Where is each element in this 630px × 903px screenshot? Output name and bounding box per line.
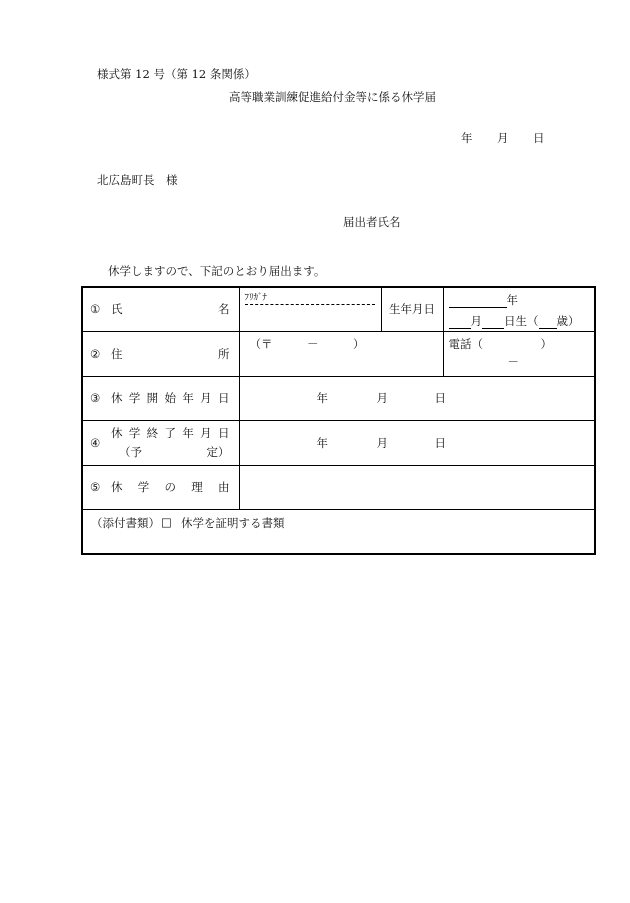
label-address — [82, 331, 239, 376]
postal-code: （〒 － ） — [249, 336, 365, 351]
label-char: 住 — [111, 346, 123, 361]
date-year: 年 — [461, 131, 473, 145]
name-label-text — [111, 301, 230, 317]
start-date-label-text — [111, 390, 230, 406]
label-char: 休 — [111, 480, 123, 494]
label-char: 氏 — [111, 302, 123, 317]
phone-cell[interactable] — [443, 331, 595, 376]
label-char: 休 — [111, 425, 123, 440]
document-title: 高等職業訓練促進給付金等に係る休学届 — [229, 90, 436, 104]
label-char: 休 — [111, 391, 123, 405]
end-date-label-text — [111, 425, 230, 441]
label-char: 始 — [164, 391, 176, 405]
label-char: 名 — [218, 302, 230, 317]
date-month: 月 — [497, 131, 509, 145]
dob-input-cell[interactable] — [443, 287, 595, 331]
label-char: 定） — [206, 444, 230, 459]
furigana-divider — [245, 304, 375, 305]
label-char: （予 — [119, 444, 142, 459]
end-year: 年 — [316, 435, 328, 450]
number-4: ④ — [90, 435, 101, 450]
row-reason — [82, 465, 595, 509]
end-date-sub-label — [119, 444, 230, 460]
label-char: 所 — [218, 346, 230, 361]
label-char: 月 — [200, 391, 212, 405]
row-start-date — [82, 376, 595, 420]
row-name — [82, 287, 595, 331]
date-day: 日 — [533, 131, 545, 145]
label-char: 年 — [182, 425, 194, 440]
label-char: 学 — [128, 425, 141, 440]
applicant-name-label: 届出者氏名 — [343, 215, 401, 229]
label-char: 開 — [146, 391, 159, 405]
label-start-date — [82, 376, 239, 420]
label-char: 日 — [217, 425, 230, 440]
furigana-label: ﾌﾘｶﾞﾅ — [244, 293, 268, 303]
attachment-cell — [82, 509, 595, 554]
label-char: 月 — [200, 425, 212, 440]
end-date-input[interactable] — [239, 420, 595, 465]
intro-text: 休学しますので、下記のとおり届出ます。 — [108, 264, 326, 278]
number-5: ⑤ — [90, 480, 101, 494]
attachment-item: 休学を証明する書類 — [181, 515, 285, 530]
address-input-cell[interactable] — [239, 331, 443, 376]
phone-label: 電話（ ） — [448, 336, 552, 351]
dob-year-line — [449, 292, 519, 308]
name-input-cell[interactable] — [239, 287, 381, 331]
form-table — [81, 286, 596, 555]
dob-label: 生年月日 — [389, 302, 435, 317]
dob-year: 年 — [506, 293, 518, 307]
dob-label-cell — [381, 287, 443, 331]
dob-day: 日生（ — [504, 314, 539, 328]
number-3: ③ — [90, 391, 101, 405]
row-end-date — [82, 420, 595, 465]
label-reason — [82, 465, 239, 509]
end-day: 日 — [434, 435, 446, 450]
label-char: 理 — [191, 480, 203, 494]
label-end-date — [82, 420, 239, 465]
number-2: ② — [90, 346, 101, 361]
start-date-input[interactable] — [239, 376, 595, 420]
label-char: 学 — [128, 391, 141, 405]
label-char: の — [164, 480, 176, 494]
label-char: 由 — [218, 480, 230, 494]
label-char: 年 — [182, 391, 194, 405]
start-month: 月 — [376, 391, 388, 405]
label-char: 了 — [164, 425, 176, 440]
label-name — [82, 287, 239, 331]
label-char: 学 — [137, 480, 150, 494]
start-year: 年 — [316, 391, 328, 405]
attachment-checkbox[interactable]: □ — [161, 514, 172, 529]
row-address — [82, 331, 595, 376]
label-char: 日 — [217, 391, 230, 405]
form-number: 様式第 12 号（第 12 条関係） — [97, 67, 256, 81]
address-label-text — [111, 346, 230, 362]
dob-age: 歳） — [556, 314, 580, 328]
end-month: 月 — [376, 435, 388, 450]
dob-month-day-line — [449, 313, 580, 329]
reason-input[interactable] — [239, 465, 595, 509]
label-char: 終 — [146, 425, 159, 440]
addressee: 北広島町長 様 — [97, 173, 178, 187]
phone-dash: － — [507, 354, 519, 369]
dob-month: 月 — [470, 314, 482, 328]
number-1: ① — [90, 302, 101, 317]
attachment-label: （添付書類） — [91, 515, 160, 530]
start-day: 日 — [434, 391, 446, 405]
reason-label-text — [111, 479, 230, 495]
row-attachment — [82, 509, 595, 554]
